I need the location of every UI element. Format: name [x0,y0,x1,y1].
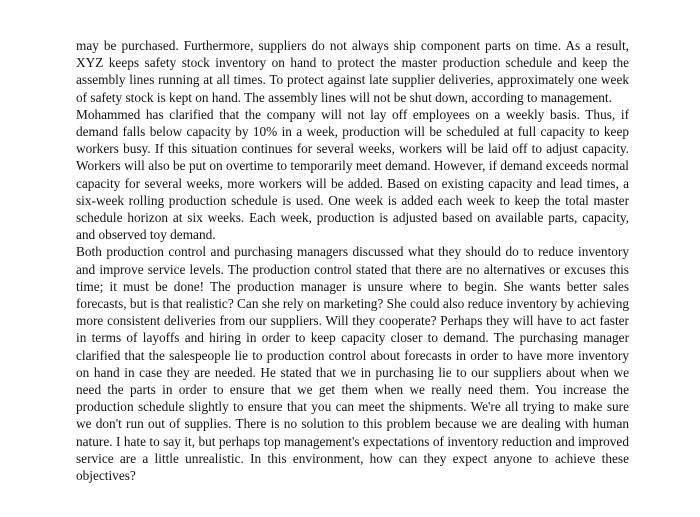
document-body [76,37,629,484]
paragraph-safety-stock: may be purchased. Furthermore, suppliers do not always ship component parts on time. As a result, XYZ keeps safety stock inventory on hand to protect the master production schedule and keep the assembly lines running at all times. To protect against late supplier deliveries, approximately one week of safety stock is kept on hand. The assembly lines will not be shut down, according to management. [76,38,629,105]
paragraph-managers-discussion: Both production control and purchasing managers discussed what they should do to reduce inventory and improve service levels. The production control stated that there are no alternatives or excuses this time; it must be done! The production manager is unsure where to begin. She wants better sales forecasts, but is that realistic? Can she rely on marketing? She could also reduce inventory by achieving more consistent deliveries from our suppliers. Will they cooperate? Perhaps they will have to act faster in terms of layoffs and hiring in order to keep capacity closer to demand. The purchasing manager clarified that the salespeople lie to production control about forecasts in order to have more inventory on hand in case they are needed. He stated that we in purchasing lie to our suppliers about when we need the parts in order to ensure that we get them when we really need them. You increase the production schedule slightly to ensure that you can meet the shipments. We're all trying to make sure we don't run out of supplies. There is no solution to this problem because we are dealing with human nature. I hate to say it, but perhaps top management's expectations of inventory reduction and improved service are a little unrealistic. In this environment, how can they expect anyone to achieve these objectives? [76,244,629,484]
paragraph-workforce-policy: Mohammed has clarified that the company will not lay off employees on a weekly basis. Thus, if demand falls below capacity by 10% in a week, production will be scheduled at full capacity to keep workers busy. If this situation continues for several weeks, workers will be laid off to adjust capacity. Workers will also be put on overtime to temporarily meet demand. However, if demand exceeds normal capacity for several weeks, more workers will be added. Based on existing capacity and lead times, a six-week rolling production schedule is used. One week is added each week to keep the total master schedule horizon at six weeks. Each week, production is adjusted based on available parts, capacity, and observed toy demand. [76,106,629,243]
